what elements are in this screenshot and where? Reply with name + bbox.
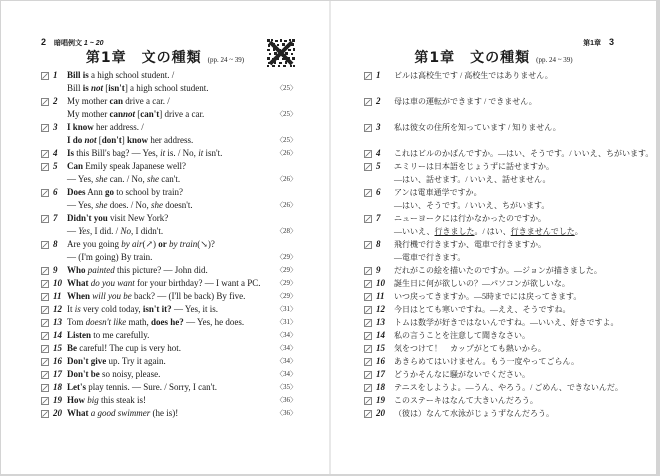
list-item <box>364 121 634 147</box>
sentence-text: 飛行機で行きますか、電車で行きますか。 <box>394 240 546 249</box>
checkbox-icon[interactable] <box>364 97 372 105</box>
list-item <box>41 212 297 238</box>
sentence-line <box>364 95 634 108</box>
checkbox-icon[interactable] <box>364 266 372 274</box>
page-reference: 〈34〉 <box>276 370 297 378</box>
sentence-list-english <box>41 69 297 420</box>
sentence-line <box>364 134 634 147</box>
list-item <box>364 212 634 238</box>
sentence-text: テニスをしようよ。—うん、やろう。/ ごめん、できないんだ。 <box>394 383 623 392</box>
item-number: 2 <box>53 96 58 106</box>
list-item <box>364 303 634 316</box>
list-item <box>41 186 297 212</box>
sentence-line <box>41 186 297 199</box>
sentence-text: 母は車の運転ができます / できません。 <box>394 97 537 106</box>
page-number: 3 <box>608 37 614 47</box>
checkbox-icon[interactable] <box>364 71 372 79</box>
checkbox-icon[interactable] <box>41 97 49 105</box>
sentence-line <box>41 316 297 329</box>
list-item <box>364 316 634 329</box>
sentence-line <box>364 238 634 251</box>
item-number: 15 <box>53 343 62 353</box>
chapter-title-text: 第1章 文の種類 <box>85 50 202 66</box>
sentence-text: Are you going by air(↗) or by train(↘)? <box>67 239 215 249</box>
sentence-line <box>41 134 297 147</box>
list-item <box>364 407 634 420</box>
sentence-text: — Yes, she does. / No, she doesn't. <box>67 200 193 210</box>
sentence-line <box>41 108 297 121</box>
sentence-text: —電車で行きます。 <box>394 253 466 262</box>
item-number: 7 <box>53 213 58 223</box>
sentence-line <box>364 316 634 329</box>
sentence-line <box>364 212 634 225</box>
item-number: 10 <box>53 278 62 288</box>
list-item <box>41 329 297 342</box>
checkbox-icon[interactable] <box>41 279 49 287</box>
checkbox-icon[interactable] <box>41 305 49 313</box>
qr-code-icon[interactable] <box>267 39 295 67</box>
list-item <box>364 147 654 160</box>
checkbox-icon[interactable] <box>41 240 49 248</box>
checkbox-icon[interactable] <box>41 292 49 300</box>
chapter-title-text: 第1章 文の種類 <box>414 50 531 66</box>
sentence-text: トムは数学が好きではないんですね。—いいえ、好きですよ。 <box>394 318 619 327</box>
item-number: 12 <box>53 304 62 314</box>
sentence-list-japanese <box>364 69 654 420</box>
checkbox-icon[interactable] <box>41 214 49 222</box>
sentence-text: このステーキはなんて大きいんだろう。 <box>394 396 538 405</box>
page-reference: 〈29〉 <box>276 266 297 274</box>
sentence-text: エミリーは日本語をじょうずに話せますか。 <box>394 162 554 171</box>
list-item <box>41 277 297 290</box>
item-number: 14 <box>376 330 385 340</box>
sentence-text: あきらめてはいけません。もう一度やってごらん。 <box>394 357 579 366</box>
item-number: 4 <box>53 148 58 158</box>
page-reference: 〈35〉 <box>276 383 297 391</box>
page-reference: 〈28〉 <box>276 227 297 235</box>
sentence-line <box>364 160 634 173</box>
item-number: 5 <box>376 161 381 171</box>
sentence-text: （彼は）なんて水泳がじょうずなんだろう。 <box>394 409 554 418</box>
sentence-text: Listen to me carefully. <box>67 330 150 340</box>
sentence-text: Didn't you visit New York? <box>67 213 169 223</box>
running-head-label: 第1章 <box>583 40 602 47</box>
sentence-text: アンは電車通学ですか。 <box>394 188 482 197</box>
sentence-text: Be careful! The cup is very hot. <box>67 343 182 353</box>
item-number: 16 <box>376 356 385 366</box>
sentence-text: Let's play tennis. — Sure. / Sorry, I can't. <box>67 382 218 392</box>
page-reference: 〈25〉 <box>276 136 297 144</box>
sentence-text: だれがこの絵を描いたのですか。—ジョンが描きました。 <box>394 266 602 275</box>
list-item <box>41 355 297 368</box>
item-number: 13 <box>53 317 62 327</box>
checkbox-icon[interactable] <box>364 292 372 300</box>
sentence-line <box>364 69 634 82</box>
page-reference: 〈25〉 <box>276 110 297 118</box>
sentence-line <box>41 368 297 381</box>
checkbox-icon[interactable] <box>364 240 372 248</box>
sentence-text: Bill is a high school student. / <box>67 70 175 80</box>
sentence-line <box>364 355 634 368</box>
page-reference: 〈31〉 <box>276 318 297 326</box>
sentence-text: —はい、話せます。/ いいえ、話せません。 <box>394 175 551 184</box>
sentence-line <box>41 173 297 186</box>
chapter-pages: (pp. 24 ~ 39) <box>536 56 573 64</box>
list-item <box>364 381 634 394</box>
checkbox-icon[interactable] <box>364 344 372 352</box>
item-number: 6 <box>53 187 58 197</box>
list-item <box>41 264 297 277</box>
page-reference: 〈29〉 <box>276 253 297 261</box>
checkbox-icon[interactable] <box>364 279 372 287</box>
list-item <box>41 368 297 381</box>
sentence-line <box>364 251 634 264</box>
checkbox-icon[interactable] <box>41 266 49 274</box>
checkbox-icon[interactable] <box>364 409 372 417</box>
sentence-text: Tom doesn't like math, does he? — Yes, he does. <box>67 317 245 327</box>
list-item <box>41 147 297 160</box>
item-number: 11 <box>53 291 62 301</box>
sentence-line <box>41 264 297 277</box>
sentence-text: Bill is not [isn't] a high school student. <box>67 83 209 93</box>
sentence-line <box>364 407 634 420</box>
sentence-text: —いいえ、行きました。/ はい、行きませんでした。 <box>394 227 583 236</box>
sentence-text: — Yes, she can. / No, she can't. <box>67 174 181 184</box>
item-number: 8 <box>376 239 381 249</box>
page-reference: 〈34〉 <box>276 331 297 339</box>
chapter-title <box>331 47 656 67</box>
sentence-text: これはビルのかばんですか。—はい、そうです。/ いいえ、ちがいます。 <box>394 149 654 158</box>
checkbox-icon[interactable] <box>41 318 49 326</box>
item-number: 5 <box>53 161 58 171</box>
sentence-line <box>41 407 297 420</box>
checkbox-icon[interactable] <box>364 123 372 131</box>
list-item <box>364 160 634 186</box>
item-number: 14 <box>53 330 62 340</box>
sentence-text: I know her address. / <box>67 122 144 132</box>
page-reference: 〈36〉 <box>276 409 297 417</box>
list-item <box>41 69 297 95</box>
sentence-line <box>364 186 634 199</box>
sentence-line <box>41 212 297 225</box>
list-item <box>364 368 634 381</box>
item-number: 9 <box>53 265 58 275</box>
checkbox-icon[interactable] <box>364 214 372 222</box>
item-number: 1 <box>53 70 58 80</box>
item-number: 16 <box>53 356 62 366</box>
page-reference: 〈25〉 <box>276 84 297 92</box>
sentence-line <box>364 329 634 342</box>
sentence-line <box>364 82 634 95</box>
checkbox-icon[interactable] <box>41 188 49 196</box>
sentence-text: My mother can drive a car. / <box>67 96 170 106</box>
checkbox-icon[interactable] <box>41 357 49 365</box>
list-item <box>364 329 634 342</box>
sentence-text: 今日はとても寒いですね。—ええ、そうですね。 <box>394 305 571 314</box>
checkbox-icon[interactable] <box>41 123 49 131</box>
checkbox-icon[interactable] <box>41 409 49 417</box>
page-reference: 〈26〉 <box>276 175 297 183</box>
list-item <box>41 394 297 407</box>
list-item <box>364 342 634 355</box>
sentence-line <box>41 342 297 355</box>
list-item <box>364 355 634 368</box>
sentence-text: Don't be so noisy, please. <box>67 369 161 379</box>
list-item <box>41 342 297 355</box>
item-number: 18 <box>53 382 62 392</box>
list-item <box>41 381 297 394</box>
chapter-pages: (pp. 24 ~ 39) <box>207 56 245 64</box>
page-reference: 〈34〉 <box>276 344 297 352</box>
list-item <box>364 264 634 277</box>
item-number: 3 <box>53 122 58 132</box>
item-number: 19 <box>53 395 62 405</box>
sentence-line <box>41 199 297 212</box>
sentence-line <box>364 342 634 355</box>
checkbox-icon[interactable] <box>364 370 372 378</box>
sentence-line <box>41 238 297 251</box>
sentence-text: Is this Bill's bag? — Yes, it is. / No, it isn't. <box>67 148 223 158</box>
sentence-text: — (I'm going) By train. <box>67 252 153 262</box>
item-number: 4 <box>376 148 381 158</box>
sentence-text: What a good swimmer (he is)! <box>67 408 179 418</box>
list-item <box>41 238 297 264</box>
sentence-text: いつ戻ってきますか。—5時までには戻ってきます。 <box>394 292 582 301</box>
sentence-text: 気をつけて！ カップがとても熱いから。 <box>394 344 546 353</box>
sentence-text: ビルは高校生です / 高校生ではありません。 <box>394 71 553 80</box>
sentence-text: How big this steak is! <box>67 395 147 405</box>
sentence-line <box>364 394 634 407</box>
sentence-text: —はい、そうです。/ いいえ、ちがいます。 <box>394 201 550 210</box>
item-number: 6 <box>376 187 381 197</box>
item-number: 19 <box>376 395 385 405</box>
page-reference: 〈29〉 <box>276 279 297 287</box>
page-reference: 〈31〉 <box>276 305 297 313</box>
sentence-line <box>364 381 634 394</box>
checkbox-icon[interactable] <box>41 149 49 157</box>
page-reference: 〈36〉 <box>276 396 297 404</box>
list-item <box>364 186 634 212</box>
sentence-line <box>364 108 634 121</box>
item-number: 20 <box>376 408 385 418</box>
sentence-line <box>41 147 297 160</box>
sentence-line <box>364 290 634 303</box>
list-item <box>41 316 297 329</box>
sentence-text: Who painted this picture? — John did. <box>67 265 208 275</box>
sentence-text: — Yes, I did. / No, I didn't. <box>67 226 164 236</box>
sentence-text: My mother cannot [can't] drive a car. <box>67 109 205 119</box>
list-item <box>41 95 297 121</box>
page-reference: 〈34〉 <box>276 357 297 365</box>
page-reference: 〈29〉 <box>276 292 297 300</box>
page-reference: 〈26〉 <box>276 201 297 209</box>
sentence-text: 私は彼女の住所を知っています / 知りません。 <box>394 123 561 132</box>
list-item <box>41 407 297 420</box>
sentence-line <box>41 121 297 134</box>
sentence-text: When will you be back? — (I'll be back) By five. <box>67 291 246 301</box>
list-item <box>364 69 634 95</box>
checkbox-icon[interactable] <box>41 344 49 352</box>
checkbox-icon[interactable] <box>364 383 372 391</box>
right-page <box>331 1 656 474</box>
sentence-text: I do not [don't] know her address. <box>67 135 194 145</box>
item-number: 17 <box>376 369 385 379</box>
sentence-text: What do you want for your birthday? — I want a PC. <box>67 278 261 288</box>
sentence-line <box>41 160 297 173</box>
sentence-text: Does Ann go to school by train? <box>67 187 184 197</box>
checkbox-icon[interactable] <box>364 396 372 404</box>
item-number: 18 <box>376 382 385 392</box>
sentence-line <box>364 199 634 212</box>
checkbox-icon[interactable] <box>364 188 372 196</box>
item-number: 9 <box>376 265 381 275</box>
list-item <box>41 303 297 316</box>
sentence-line <box>41 394 297 407</box>
checkbox-icon[interactable] <box>364 149 372 157</box>
list-item <box>364 95 634 121</box>
sentence-line <box>41 355 297 368</box>
item-number: 3 <box>376 122 381 132</box>
checkbox-icon[interactable] <box>364 162 372 170</box>
list-item <box>41 290 297 303</box>
checkbox-icon[interactable] <box>41 396 49 404</box>
sentence-text: It is very cold today, isn't it? — Yes, it is. <box>67 304 218 314</box>
checkbox-icon[interactable] <box>364 357 372 365</box>
list-item <box>41 160 297 186</box>
checkbox-icon[interactable] <box>41 162 49 170</box>
sentence-line <box>364 121 634 134</box>
sentence-line <box>41 69 297 82</box>
sentence-line <box>41 251 297 264</box>
item-number: 13 <box>376 317 385 327</box>
sentence-line <box>41 290 297 303</box>
item-number: 15 <box>376 343 385 353</box>
list-item <box>364 394 634 407</box>
sentence-text: ニューヨークには行かなかったのですか。 <box>394 214 546 223</box>
left-page <box>1 1 329 474</box>
sentence-line <box>364 147 654 160</box>
sentence-text: 私の言うことを注意して聞きなさい。 <box>394 331 530 340</box>
list-item <box>364 277 634 290</box>
item-number: 2 <box>376 96 381 106</box>
checkbox-icon[interactable] <box>41 370 49 378</box>
checkbox-icon[interactable] <box>364 305 372 313</box>
sentence-line <box>364 225 634 238</box>
sentence-line <box>364 173 634 186</box>
sentence-text: どうかそんなに騒がないでください。 <box>394 370 530 379</box>
sentence-text: Don't give up. Try it again. <box>67 356 166 366</box>
sentence-line <box>41 82 297 95</box>
item-number: 17 <box>53 369 62 379</box>
checkbox-icon[interactable] <box>364 331 372 339</box>
sentence-line <box>364 277 634 290</box>
sentence-line <box>364 264 634 277</box>
sentence-line <box>41 277 297 290</box>
item-number: 7 <box>376 213 381 223</box>
list-item <box>364 238 634 264</box>
running-head-range: 1 ~ 20 <box>83 40 104 47</box>
item-number: 20 <box>53 408 62 418</box>
running-head-label: 暗唱例文 <box>53 40 82 47</box>
item-number: 11 <box>376 291 385 301</box>
item-number: 10 <box>376 278 385 288</box>
sentence-line <box>41 303 297 316</box>
checkbox-icon[interactable] <box>41 331 49 339</box>
sentence-line <box>41 381 297 394</box>
page-number: 2 <box>41 37 47 47</box>
list-item <box>41 121 297 147</box>
sentence-line <box>41 225 297 238</box>
item-number: 12 <box>376 304 385 314</box>
sentence-line <box>41 329 297 342</box>
item-number: 8 <box>53 239 58 249</box>
checkbox-icon[interactable] <box>41 71 49 79</box>
sentence-text: Can Emily speak Japanese well? <box>67 161 186 171</box>
sentence-line <box>364 303 634 316</box>
list-item <box>364 290 634 303</box>
sentence-text: 誕生日に何が欲しいの？—パソコンが欲しいな。 <box>394 279 570 288</box>
sentence-line <box>41 95 297 108</box>
item-number: 1 <box>376 70 381 80</box>
sentence-line <box>364 368 634 381</box>
checkbox-icon[interactable] <box>41 383 49 391</box>
checkbox-icon[interactable] <box>364 318 372 326</box>
page-reference: 〈26〉 <box>276 149 297 157</box>
